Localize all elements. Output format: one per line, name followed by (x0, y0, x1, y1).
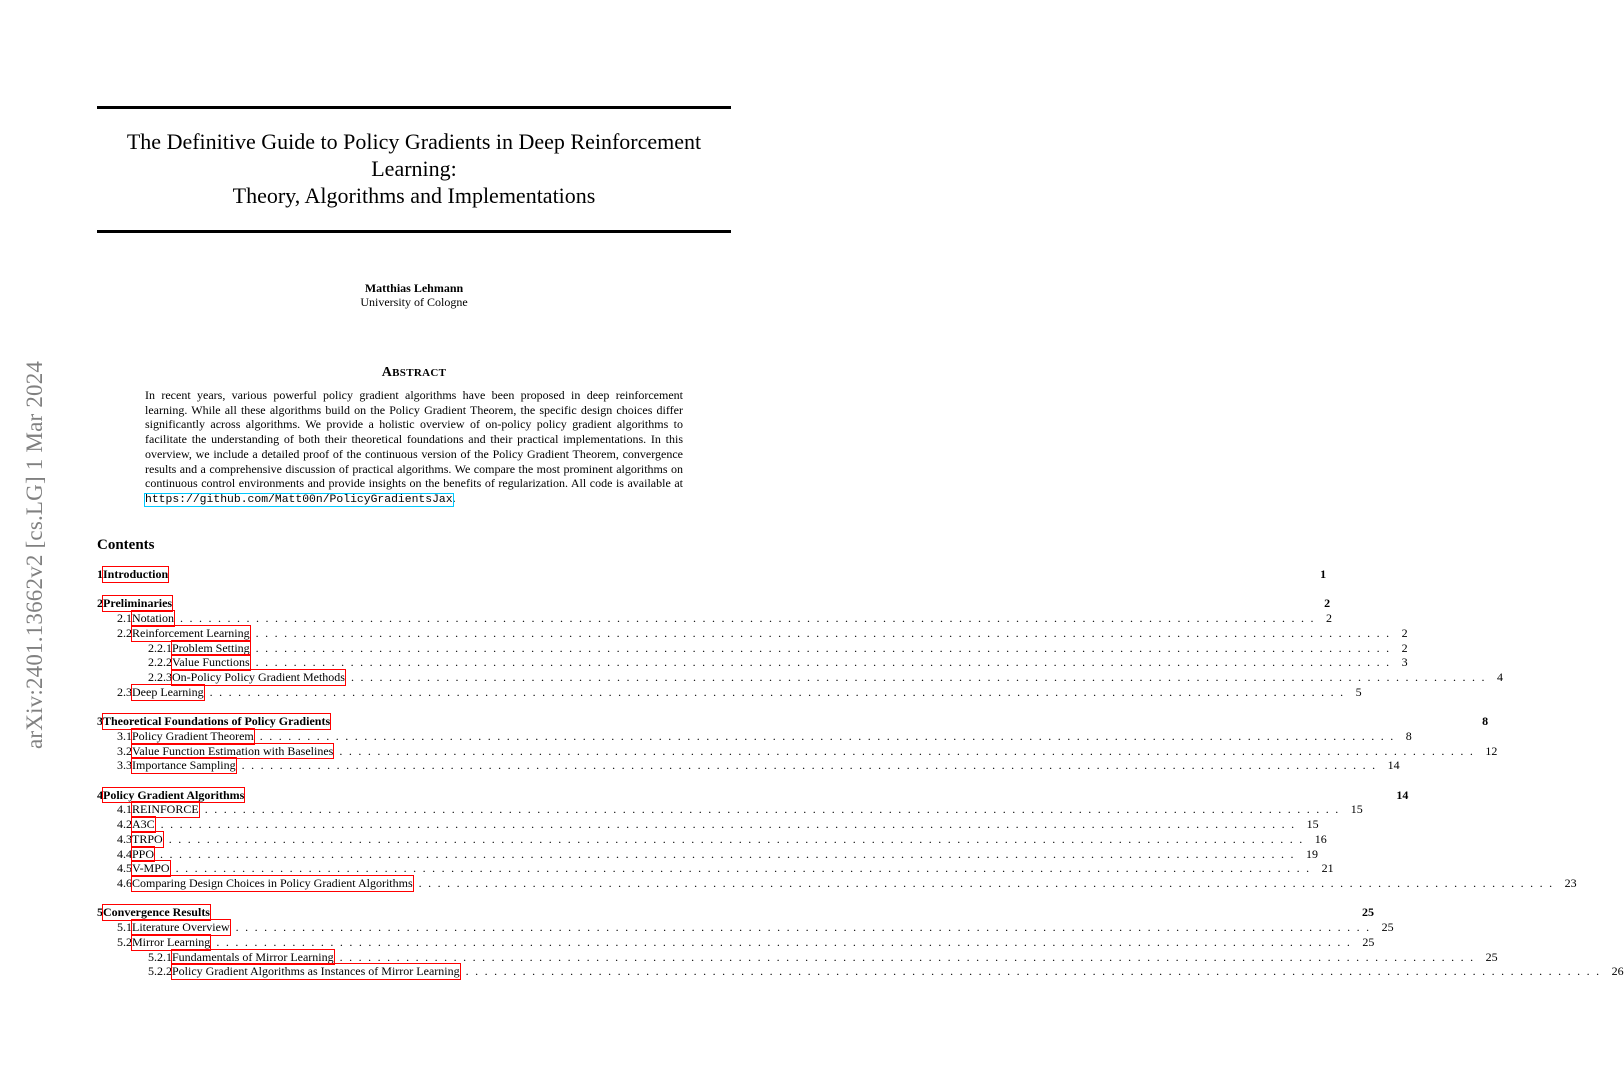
toc-entry-page: 2 (1324, 596, 1331, 611)
toc-entry-number: 5 (97, 905, 103, 920)
toc-entry[interactable] (97, 655, 1408, 670)
toc-leader-dots: ........................................................................................................................ (204, 802, 1345, 817)
toc-entry[interactable] (97, 640, 1408, 656)
toc-entry[interactable] (97, 567, 1327, 582)
author-affiliation: University of Cologne (360, 295, 468, 309)
toc-entry[interactable] (97, 684, 1362, 700)
toc-entry-page: 1 (1320, 567, 1327, 581)
toc-entry-link[interactable]: On-Policy Policy Gradient Methods (172, 670, 345, 684)
toc-entry-page: 19 (1306, 846, 1319, 861)
toc-leader-dots: ........................................................................................................................ (180, 611, 1320, 625)
toc-section (97, 714, 1498, 773)
toc-entry[interactable] (97, 787, 1409, 803)
toc-leader-dots: ........................................................................................................................ (160, 846, 1301, 861)
toc-entry-number: 2 (97, 596, 103, 611)
title-line: The Definitive Guide to Policy Gradients in Deep Reinforcement (126, 129, 702, 154)
abstract-text: In recent years, various powerful policy gradient algorithms have been proposed in deep reinforcement learning. While all these algorithms build on the Policy Gradient Theorem, the specific design choices differ significantly across algorithms. We provide a holistic overview of on-policy policy gradient algorithms to facilitate the understanding of both their theoretical foundations and their practical implementations. In this overview, we include a detailed proof of the continuous version of the Policy Gradient Theorem, convergence results and a comprehensive discussion of practical algorithms. We compare the most prominent algorithms on continuous control environments and provide insights on the benefits of regularization. All code is available at (145, 388, 683, 491)
toc-entry-page: 26 (1611, 964, 1624, 979)
toc-entry-number: 4 (97, 787, 103, 802)
title-top-rule (97, 106, 731, 109)
code-repo-link[interactable]: https://github.com/Matt00n/PolicyGradientsJax (145, 493, 453, 506)
toc-entry-page: 15 (1306, 817, 1319, 831)
toc-entry-number: 5.2.2 (148, 964, 172, 979)
author-name: Matthias Lehmann (364, 281, 464, 295)
toc-entry-number: 4.3 (117, 831, 132, 846)
toc-entry-page: 2 (1326, 611, 1332, 625)
toc-entry-number: 3.2 (117, 743, 132, 758)
toc-leader-dots: ........................................................................................................................ (350, 670, 1491, 684)
toc-entry-number: 3.3 (117, 758, 132, 773)
abstract-heading-initial: A (381, 365, 393, 380)
toc-entry-page: 3 (1401, 655, 1408, 670)
toc-section (97, 567, 1327, 582)
title-line: Learning: (371, 156, 457, 181)
toc-entry[interactable] (97, 964, 1624, 979)
toc-entry-link[interactable]: Policy Gradient Algorithms as Instances of Mirror Learning (172, 964, 460, 979)
toc-entry-link[interactable]: REINFORCE (132, 802, 199, 817)
toc-entry-page: 5 (1355, 684, 1362, 699)
toc-entry-page: 14 (1396, 787, 1409, 802)
toc-entry-link[interactable]: Problem Setting (172, 640, 250, 655)
toc-entry-page: 12 (1485, 743, 1498, 758)
toc-entry-link[interactable]: Introduction (103, 567, 169, 581)
toc-entry-link[interactable]: Policy Gradient Algorithms (103, 787, 245, 802)
toc-entry-page: 2 (1401, 625, 1408, 640)
toc-entry[interactable] (97, 596, 1331, 611)
toc-entry-page: 2 (1401, 640, 1408, 655)
toc-entry-number: 5.1 (117, 920, 132, 934)
toc-entry-link[interactable]: Literature Overview (132, 920, 230, 934)
toc-entry[interactable] (97, 920, 1394, 935)
toc-leader-dots: ........................................................................................................................ (241, 758, 1382, 773)
toc-entry-page: 15 (1350, 802, 1363, 817)
toc-entry-page: 25 (1361, 905, 1374, 920)
toc-entry[interactable] (97, 846, 1319, 862)
abstract-heading-rest: BSTRACT (392, 367, 447, 379)
toc-leader-dots: ........................................................................................................................ (339, 743, 1480, 758)
toc-entry-link[interactable]: Fundamentals of Mirror Learning (172, 949, 334, 964)
toc-entry-number: 5.2 (117, 934, 132, 949)
toc-entry[interactable] (97, 817, 1319, 832)
toc-entry[interactable] (97, 802, 1363, 817)
toc-entry-number: 2.2.2 (148, 655, 172, 670)
toc-entry-link[interactable]: Value Functions (172, 655, 250, 670)
toc-entry-link[interactable]: Preliminaries (103, 596, 173, 611)
toc-entry-number: 2.2.3 (148, 670, 172, 684)
toc-entry[interactable] (97, 625, 1408, 641)
abstract-trailing: . (452, 490, 456, 505)
toc-entry-link[interactable]: Theoretical Foundations of Policy Gradients (103, 714, 331, 728)
toc-entry-number: 2.3 (117, 684, 132, 699)
toc-entry[interactable] (97, 743, 1498, 759)
toc-entry-link[interactable]: Comparing Design Choices in Policy Gradient Algorithms (132, 876, 413, 890)
toc-leader-dots: ........................................................................................................................ (465, 964, 1606, 979)
toc-section (97, 596, 1503, 699)
toc-entry[interactable] (97, 949, 1498, 965)
toc-leader-dots: ........................................................................................................................ (259, 728, 1400, 743)
toc-entry-link[interactable]: V-MPO (132, 861, 170, 876)
toc-leader-dots: ........................................................................................................................ (418, 876, 1559, 890)
toc-entry-link[interactable]: A3C (132, 817, 155, 831)
toc-leader-dots: ........................................................................................................................ (175, 861, 1316, 876)
toc-entry[interactable] (97, 934, 1375, 950)
toc-entry-link[interactable]: PPO (132, 846, 155, 861)
toc-leader-dots: ........................................................................................................................ (255, 640, 1396, 655)
toc-leader-dots: ........................................................................................................................ (339, 949, 1480, 964)
toc-entry-page: 25 (1381, 920, 1394, 934)
toc-entry[interactable] (97, 670, 1503, 685)
toc-entry-page: 16 (1314, 831, 1327, 846)
toc-leader-dots: ........................................................................................................................ (168, 831, 1309, 846)
toc-entry-page: 21 (1321, 861, 1334, 876)
toc-entry-number: 4.2 (117, 817, 132, 831)
toc-entry[interactable] (97, 758, 1400, 773)
toc-entry-page: 23 (1564, 876, 1577, 890)
toc-entry-link[interactable]: Reinforcement Learning (132, 625, 250, 640)
toc-entry-number: 4.6 (117, 876, 132, 890)
title-line: Theory, Algorithms and Implementations (232, 183, 596, 208)
toc-entry[interactable] (97, 905, 1374, 920)
toc-entry[interactable] (97, 714, 1489, 729)
toc-leader-dots: ........................................................................................................................ (255, 655, 1396, 670)
toc-entry-link[interactable]: Deep Learning (132, 684, 204, 699)
toc-entry[interactable] (97, 861, 1334, 876)
toc-entry[interactable] (97, 876, 1577, 891)
toc-entry-link[interactable]: TRPO (132, 831, 163, 846)
toc-entry-link[interactable]: Value Function Estimation with Baselines (132, 743, 334, 758)
toc-entry-number: 1 (97, 567, 103, 581)
toc-entry-link[interactable]: Convergence Results (103, 905, 210, 920)
toc-entry-number: 2.2 (117, 625, 132, 640)
toc-entry-number: 5.2.1 (148, 949, 172, 964)
abstract-heading (0, 364, 828, 381)
arxiv-sidebar-stamp: arXiv:2401.13662v2 [cs.LG] 1 Mar 2024 (22, 360, 47, 749)
toc-entry-page: 25 (1362, 934, 1375, 949)
toc-entry-number: 2.2.1 (148, 640, 172, 655)
toc-entry-page: 14 (1387, 758, 1400, 773)
toc-entry-page: 25 (1485, 949, 1498, 964)
toc-entry-number: 2.1 (117, 611, 132, 625)
toc-entry-page: 8 (1482, 714, 1489, 728)
contents-heading: Contents (97, 537, 155, 553)
toc-section (97, 787, 1577, 891)
toc-entry-number: 4.5 (117, 861, 132, 876)
abstract-body (145, 388, 683, 508)
toc-entry[interactable] (97, 611, 1332, 626)
toc-entry-link[interactable]: Importance Sampling (132, 758, 236, 773)
toc-entry-link[interactable]: Notation (132, 611, 174, 625)
title-bottom-rule (97, 230, 731, 233)
author-block (0, 281, 828, 309)
toc-leader-dots: ........................................................................................................................ (209, 684, 1350, 699)
toc-leader-dots: ........................................................................................................................ (216, 934, 1357, 949)
toc-entry[interactable] (97, 831, 1327, 847)
toc-entry-link[interactable]: Mirror Learning (132, 934, 211, 949)
paper-title (97, 128, 731, 209)
toc-leader-dots: ........................................................................................................................ (255, 625, 1396, 640)
toc-leader-dots: ........................................................................................................................ (235, 920, 1376, 934)
table-of-contents (97, 567, 1624, 994)
toc-entry-number: 4.1 (117, 802, 132, 817)
toc-entry-number: 3.1 (117, 728, 132, 743)
toc-entry-page: 4 (1496, 670, 1503, 684)
toc-entry-number: 3 (97, 714, 103, 728)
toc-entry-link[interactable]: Policy Gradient Theorem (132, 728, 254, 743)
toc-leader-dots: ........................................................................................................................ (160, 817, 1301, 831)
toc-entry[interactable] (97, 728, 1412, 744)
toc-section (97, 905, 1624, 979)
toc-entry-number: 4.4 (117, 846, 132, 861)
toc-entry-page: 8 (1405, 728, 1412, 743)
